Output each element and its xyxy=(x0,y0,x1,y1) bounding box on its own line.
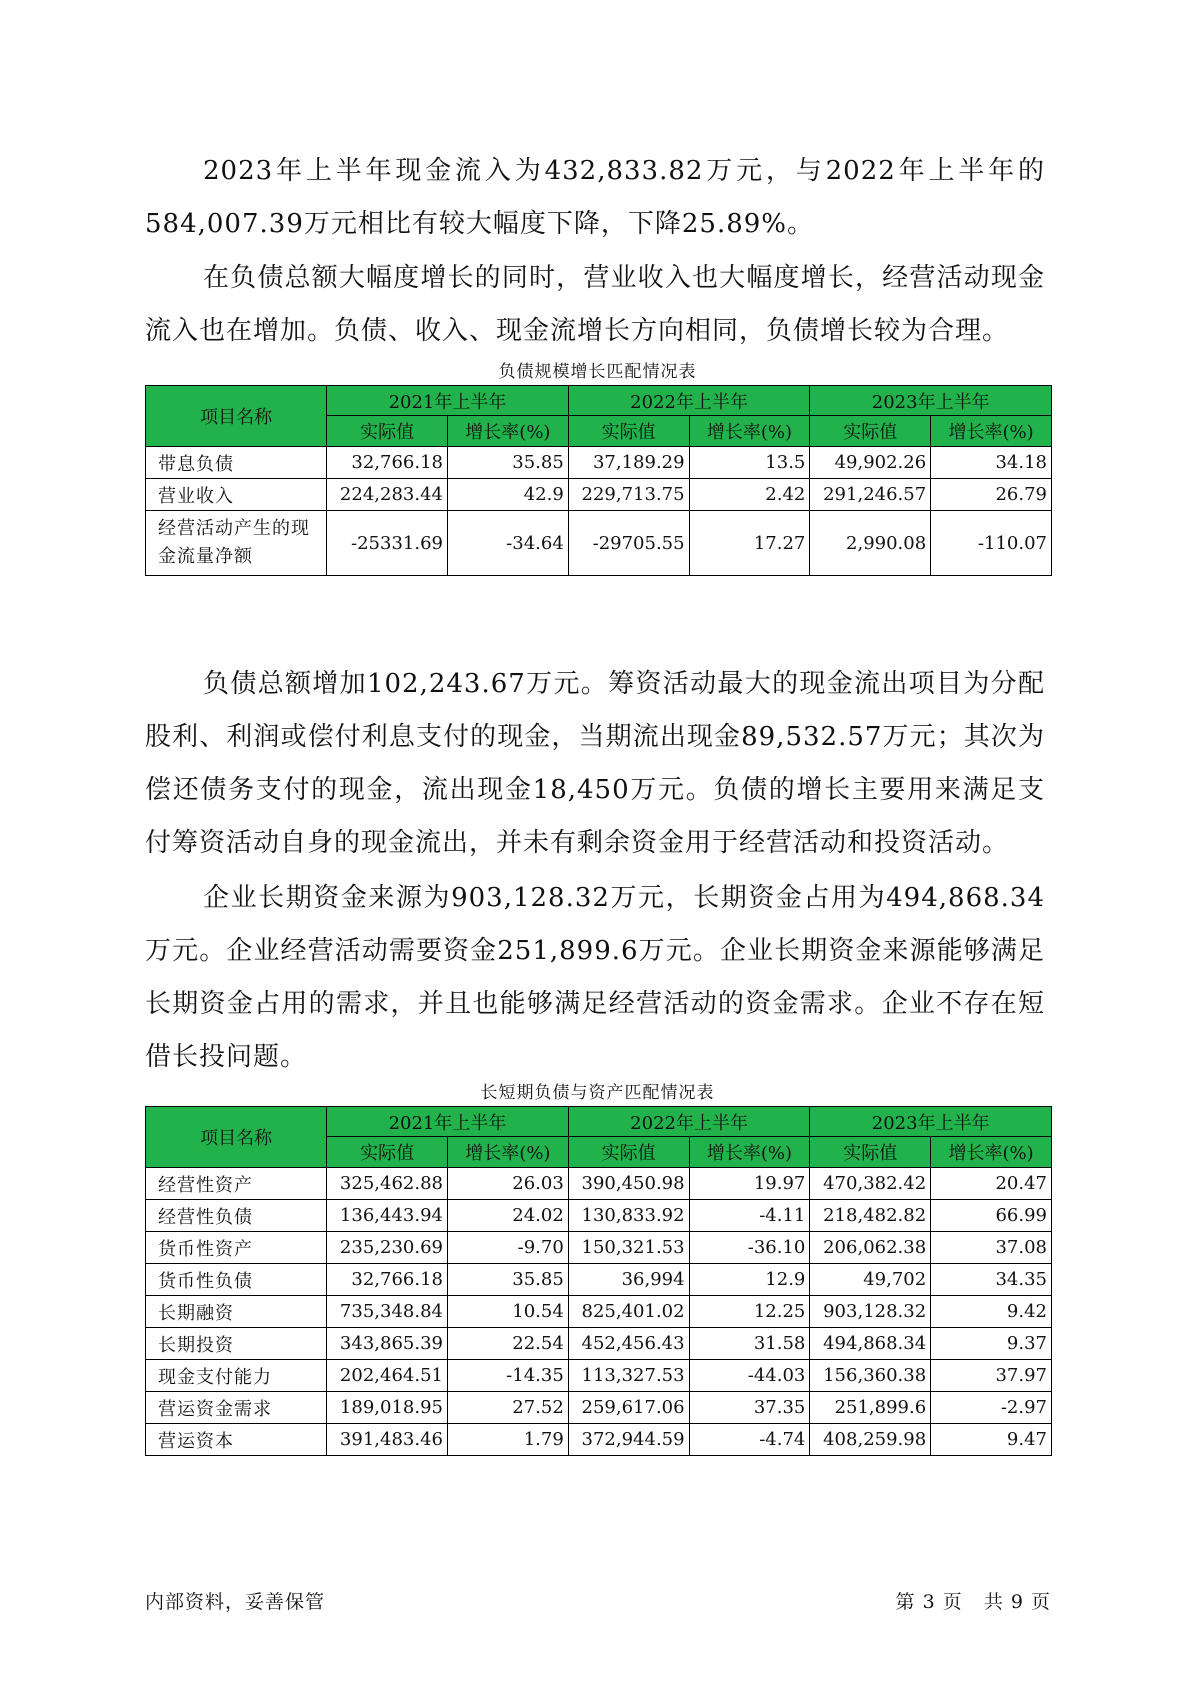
cell-actual: -29705.55 xyxy=(568,511,689,576)
cell-actual: 229,713.75 xyxy=(568,479,689,511)
header-actual: 实际值 xyxy=(327,416,448,447)
cell-growth: 20.47 xyxy=(931,1168,1052,1200)
cell-actual: 113,327.53 xyxy=(568,1360,689,1392)
cell-growth: 10.54 xyxy=(447,1296,568,1328)
header-period-2023: 2023年上半年 xyxy=(810,386,1052,416)
header-actual: 实际值 xyxy=(810,1137,931,1168)
cell-growth: 37.08 xyxy=(931,1232,1052,1264)
row-label: 现金支付能力 xyxy=(146,1360,327,1392)
header-actual: 实际值 xyxy=(568,416,689,447)
footer-confidential-note: 内部资料，妥善保管 xyxy=(145,1591,326,1613)
header-period-2022: 2022年上半年 xyxy=(568,1107,810,1137)
header-actual: 实际值 xyxy=(568,1137,689,1168)
table-row xyxy=(146,1296,1052,1328)
cell-growth: 37.35 xyxy=(689,1392,810,1424)
cell-growth: 9.37 xyxy=(931,1328,1052,1360)
cell-growth: 13.5 xyxy=(689,447,810,479)
row-label: 长期投资 xyxy=(146,1328,327,1360)
asset-liability-table xyxy=(145,1106,1052,1456)
cell-growth: 37.97 xyxy=(931,1360,1052,1392)
paragraph-cash-inflow: 2023年上半年现金流入为432,833.82万元，与2022年上半年的584,007.39万元相比有较大幅度下降，下降25.89%。 xyxy=(145,156,1045,239)
cell-growth: -4.74 xyxy=(689,1424,810,1456)
cell-growth: 66.99 xyxy=(931,1200,1052,1232)
paragraph-debt-growth: 在负债总额大幅度增长的同时，营业收入也大幅度增长，经营活动现金流入也在增加。负债、收入、现金流增长方向相同，负债增长较为合理。 xyxy=(145,263,1045,346)
table-row xyxy=(146,1424,1052,1456)
header-actual: 实际值 xyxy=(327,1137,448,1168)
row-label: 带息负债 xyxy=(146,447,327,479)
cell-actual: 825,401.02 xyxy=(568,1296,689,1328)
table-row xyxy=(146,1168,1052,1200)
cell-growth: 1.79 xyxy=(447,1424,568,1456)
header-actual: 实际值 xyxy=(810,416,931,447)
cell-growth: 34.18 xyxy=(931,447,1052,479)
cell-actual: 150,321.53 xyxy=(568,1232,689,1264)
cell-actual: 156,360.38 xyxy=(810,1360,931,1392)
cell-growth: -110.07 xyxy=(931,511,1052,576)
cell-actual: 49,702 xyxy=(810,1264,931,1296)
cell-actual: -25331.69 xyxy=(327,511,448,576)
header-growth: 增长率(%) xyxy=(689,416,810,447)
cell-actual: 206,062.38 xyxy=(810,1232,931,1264)
cell-growth: 26.79 xyxy=(931,479,1052,511)
cell-growth: -36.10 xyxy=(689,1232,810,1264)
paragraph-long-term-funding: 企业长期资金来源为903,128.32万元，长期资金占用为494,868.34万元。企业经营活动需要资金251,899.6万元。企业长期资金来源能够满足长期资金占用的需求，并且也能够满足经营活动的资金需求。企业不存在短借长投问题。 xyxy=(145,883,1045,1072)
table-row xyxy=(146,447,1052,479)
cell-growth: 34.35 xyxy=(931,1264,1052,1296)
row-label: 营运资金需求 xyxy=(146,1392,327,1424)
paragraph-financing: 负债总额增加102,243.67万元。筹资活动最大的现金流出项目为分配股利、利润或偿付利息支付的现金，当期流出现金89,532.57万元；其次为偿还债务支付的现金，流出现金18,450万元。负债的增长主要用来满足支付筹资活动自身的现金流出，并未有剩余资金用于经营活动和投资活动。 xyxy=(145,669,1045,858)
header-growth: 增长率(%) xyxy=(447,416,568,447)
header-item-name: 项目名称 xyxy=(146,386,327,447)
table-row xyxy=(146,1360,1052,1392)
debt-growth-table xyxy=(145,385,1052,576)
cell-actual: 343,865.39 xyxy=(327,1328,448,1360)
cell-actual: 903,128.32 xyxy=(810,1296,931,1328)
table1-caption: 负债规模增长匹配情况表 xyxy=(498,362,697,382)
row-label: 营运资本 xyxy=(146,1424,327,1456)
cell-growth: 9.47 xyxy=(931,1424,1052,1456)
footer-page-number: 第 3 页 共 9 页 xyxy=(895,1591,1051,1613)
table-row xyxy=(146,1328,1052,1360)
row-label: 经营性负债 xyxy=(146,1200,327,1232)
cell-actual: 251,899.6 xyxy=(810,1392,931,1424)
cell-growth: -2.97 xyxy=(931,1392,1052,1424)
cell-growth: 12.25 xyxy=(689,1296,810,1328)
cell-growth: 26.03 xyxy=(447,1168,568,1200)
cell-actual: 130,833.92 xyxy=(568,1200,689,1232)
cell-actual: 218,482.82 xyxy=(810,1200,931,1232)
cell-actual: 32,766.18 xyxy=(327,447,448,479)
cell-actual: 390,450.98 xyxy=(568,1168,689,1200)
cell-actual: 259,617.06 xyxy=(568,1392,689,1424)
row-label: 经营性资产 xyxy=(146,1168,327,1200)
row-label: 长期融资 xyxy=(146,1296,327,1328)
cell-actual: 391,483.46 xyxy=(327,1424,448,1456)
cell-actual: 372,944.59 xyxy=(568,1424,689,1456)
table-row xyxy=(146,1264,1052,1296)
row-label: 货币性资产 xyxy=(146,1232,327,1264)
cell-growth: -44.03 xyxy=(689,1360,810,1392)
cell-actual: 36,994 xyxy=(568,1264,689,1296)
cell-growth: -9.70 xyxy=(447,1232,568,1264)
cell-growth: 35.85 xyxy=(447,447,568,479)
header-growth: 增长率(%) xyxy=(447,1137,568,1168)
table-row xyxy=(146,1200,1052,1232)
header-growth: 增长率(%) xyxy=(689,1137,810,1168)
header-growth: 增长率(%) xyxy=(931,1137,1052,1168)
header-item-name: 项目名称 xyxy=(146,1107,327,1168)
cell-actual: 136,443.94 xyxy=(327,1200,448,1232)
cell-actual: 2,990.08 xyxy=(810,511,931,576)
cell-actual: 32,766.18 xyxy=(327,1264,448,1296)
cell-actual: 408,259.98 xyxy=(810,1424,931,1456)
cell-growth: 9.42 xyxy=(931,1296,1052,1328)
table2-caption: 长短期负债与资产匹配情况表 xyxy=(480,1083,715,1103)
row-label: 货币性负债 xyxy=(146,1264,327,1296)
cell-growth: -4.11 xyxy=(689,1200,810,1232)
cell-growth: -14.35 xyxy=(447,1360,568,1392)
cell-actual: 325,462.88 xyxy=(327,1168,448,1200)
cell-growth: 17.27 xyxy=(689,511,810,576)
table-row xyxy=(146,1392,1052,1424)
cell-actual: 452,456.43 xyxy=(568,1328,689,1360)
cell-growth: 22.54 xyxy=(447,1328,568,1360)
cell-growth: 35.85 xyxy=(447,1264,568,1296)
cell-growth: 27.52 xyxy=(447,1392,568,1424)
cell-actual: 189,018.95 xyxy=(327,1392,448,1424)
cell-growth: 31.58 xyxy=(689,1328,810,1360)
cell-growth: 42.9 xyxy=(447,479,568,511)
cell-actual: 49,902.26 xyxy=(810,447,931,479)
header-period-2021: 2021年上半年 xyxy=(327,1107,569,1137)
table-row xyxy=(146,1232,1052,1264)
cell-actual: 202,464.51 xyxy=(327,1360,448,1392)
cell-actual: 224,283.44 xyxy=(327,479,448,511)
cell-actual: 470,382.42 xyxy=(810,1168,931,1200)
row-label: 营业收入 xyxy=(146,479,327,511)
cell-growth: 19.97 xyxy=(689,1168,810,1200)
header-period-2021: 2021年上半年 xyxy=(327,386,569,416)
cell-actual: 37,189.29 xyxy=(568,447,689,479)
row-label: 经营活动产生的现金流量净额 xyxy=(146,511,327,576)
cell-growth: 24.02 xyxy=(447,1200,568,1232)
cell-actual: 291,246.57 xyxy=(810,479,931,511)
table-row xyxy=(146,511,1052,576)
table-row xyxy=(146,479,1052,511)
header-growth: 增长率(%) xyxy=(931,416,1052,447)
header-period-2022: 2022年上半年 xyxy=(568,386,810,416)
cell-actual: 235,230.69 xyxy=(327,1232,448,1264)
cell-growth: 12.9 xyxy=(689,1264,810,1296)
cell-growth: 2.42 xyxy=(689,479,810,511)
cell-actual: 735,348.84 xyxy=(327,1296,448,1328)
cell-growth: -34.64 xyxy=(447,511,568,576)
header-period-2023: 2023年上半年 xyxy=(810,1107,1052,1137)
cell-actual: 494,868.34 xyxy=(810,1328,931,1360)
